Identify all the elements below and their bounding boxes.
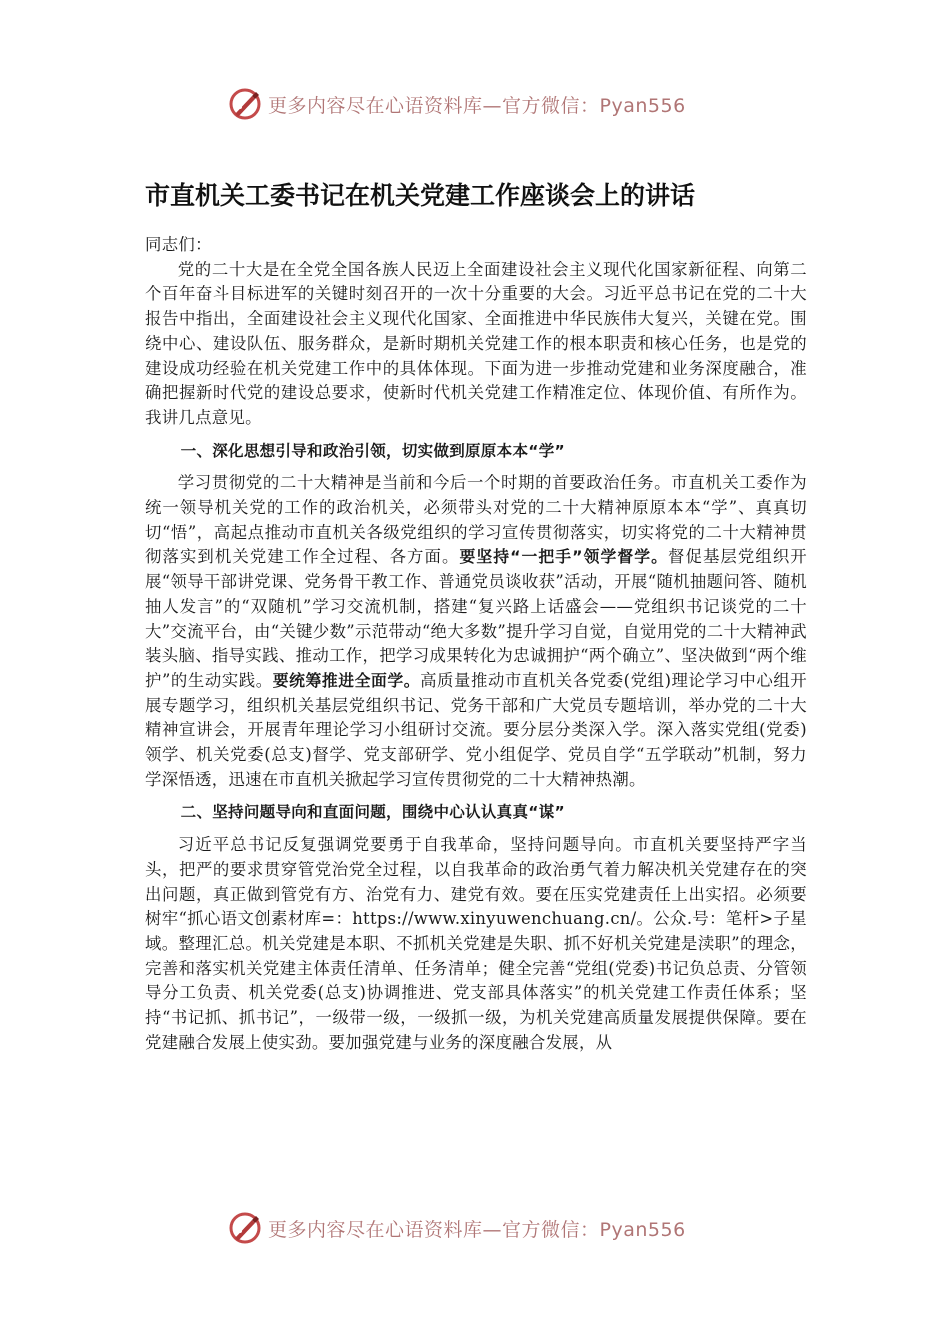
banner-text: 更多内容尽在心语资料库—官方微信：Pyan556 (268, 94, 686, 117)
section-2-heading: 二、坚持问题导向和直面问题，围绕中心认认真真“谋” (180, 803, 566, 822)
section-1-heading: 一、深化思想引导和政治引领，切实做到原原本本“学” (180, 441, 566, 460)
section-1-emphasis-1: 要坚持“一把手”领学督学。 (459, 547, 669, 567)
header-watermark-banner (228, 82, 748, 126)
salutation: 同志们： (145, 235, 212, 254)
pen-logo-icon (228, 87, 262, 121)
footer-watermark-banner (228, 1206, 748, 1250)
banner-text: 更多内容尽在心语资料库—官方微信：Pyan556 (268, 1218, 686, 1241)
intro-paragraph: 党的二十大是在全党全国各族人民迈上全面建设社会主义现代化国家新征程、向第二个百年奋斗目标进军的关键时刻召开的一次十分重要的大会。习近平总书记在党的二十大报告中指出，全面建设社会主义现代化国家、全面推进中华民族伟大复兴，关键在党。围绕中心、建设队伍、服务群众，是新时期机关党建工作的根本职责和核心任务，也是党的建设成功经验在机关党建工作中的具体体现。下面为进一步推动党建和业务深度融合，准确把握新时代党的建设总要求，使新时代机关党建工作精准定位、体现价值、有所作为。我讲几点意见。 (145, 259, 807, 427)
section-1-text-1: 学习贯彻党的二十大精神是当前和今后一个时期的首要政治任务。市直机关工委作为统一领导机关党的工作的政治机关，必须带头对党的二十大精神原原本本“学”、真真切切“悟”，高起点推动市直机关各级党组织的学习宣传贯彻落实，切实将党的二十大精神贯彻落实到机关党建工作全过程、各方面。 (145, 473, 807, 567)
section-2-paragraph: 习近平总书记反复强调党要勇于自我革命，坚持问题导向。市直机关要坚持严字当头，把严的要求贯穿管党治党全过程，以自我革命的政治勇气着力解决机关党建存在的突出问题，真正做到管党有方、治党有力、建党有效。要在压实党建责任上出实招。必须要树牢“抓心语文创素材库=：https://www.xinyuwenchuang.cn/。公众.号：笔杆>子星域。整理汇总。机关党建是本职、不抓机关党建是失职、抓不好机关党建是渎职”的理念，完善和落实机关党建主体责任清单、任务清单；健全完善“党组(党委)书记负总责、分管领导分工负责、机关党委(总支)协调推进、党支部具体落实”的机关党建工作责任体系；坚持“书记抓、抓书记”，一级带一级，一级抓一级，为机关党建高质量发展提供保障。要在党建融合发展上使实劲。要加强党建与业务的深度融合发展，从 (145, 835, 807, 1052)
section-1-paragraph (145, 471, 807, 792)
section-1-text-3: 高质量推动市直机关各党委(党组)理论学习中心组开展专题学习，组织机关基层党组织书记、党务干部和广大党员专题培训，举办党的二十大精神宣讲会，开展青年理论学习小组研讨交流。要分层分类深入学。深入落实党组(党委)领学、机关党委(总支)督学、党支部研学、党小组促学、党员自学“五学联动”机制，努力学深悟透，迅速在市直机关掀起学习宣传贯彻党的二十大精神热潮。 (145, 670, 807, 789)
pen-logo-icon (228, 1211, 262, 1245)
document-body (145, 233, 807, 1056)
section-1-text-2: 督促基层党组织开展“领导干部讲党课、党务骨干教工作、普通党员谈收获”活动，开展“随机抽题问答、随机抽人发言”的“双随机”学习交流机制，搭建“复兴路上话盛会——党组织书记谈党的二十大”交流平台，由“关键少数”示范带动“绝大多数”提升学习自觉，自觉用党的二十大精神武装头脑、指导实践、推动工作，把学习成果转化为忠诚拥护“两个确立”、坚决做到“两个维护”的生动实践。 (145, 547, 807, 690)
section-1-emphasis-2: 要统筹推进全面学。 (272, 670, 421, 690)
document-title: 市直机关工委书记在机关党建工作座谈会上的讲话 (145, 181, 696, 210)
